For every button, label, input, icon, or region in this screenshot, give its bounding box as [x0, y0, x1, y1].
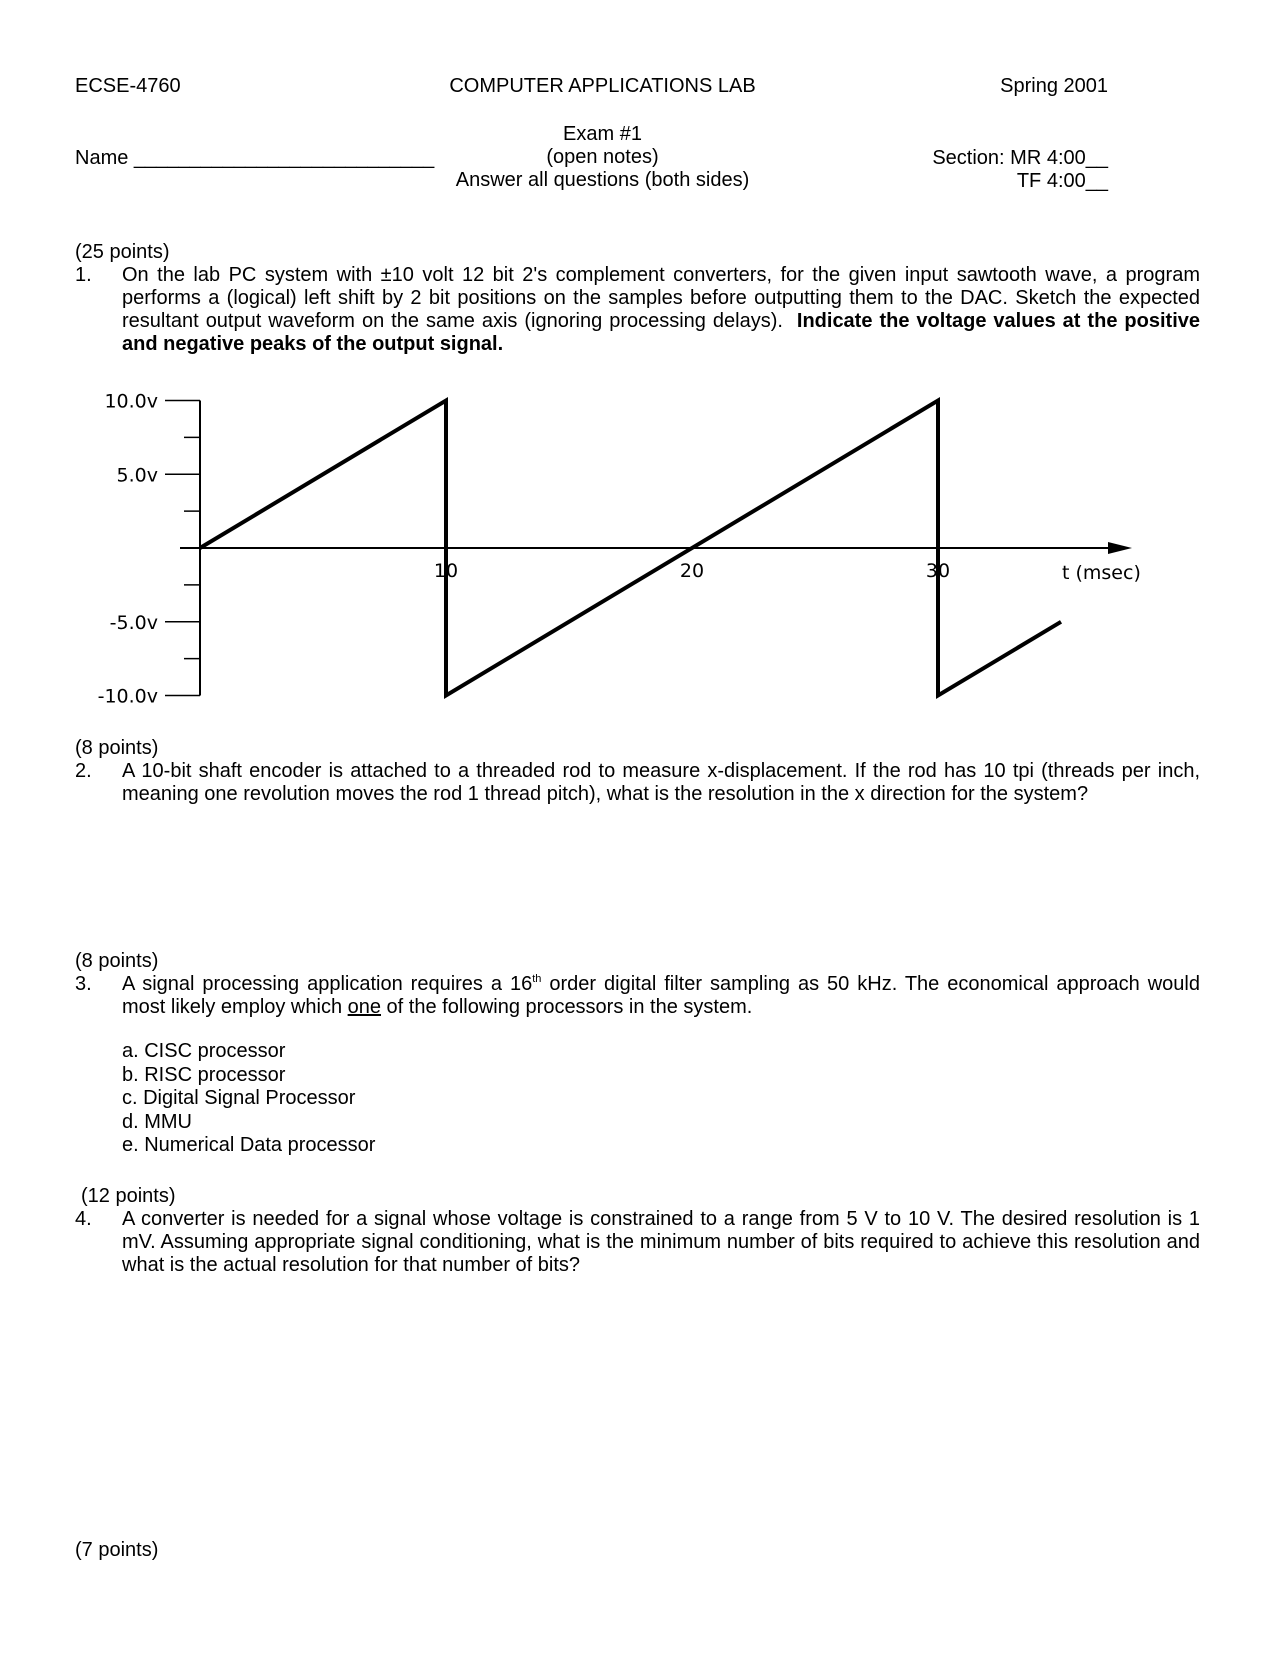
- section-line-1: Section: MR 4:00__: [932, 147, 1108, 169]
- question-1-body: On the lab PC system with ±10 volt 12 bit 2's complement converters, for the given input sawtooth wave, a program performs a (logical) left shift by 2 bit positions on the samples before outputting them to the DAC. Sketch the expected resultant output waveform on the same axis (ignoring processing delays).: [122, 264, 1200, 332]
- question-3-number: 3.: [75, 973, 92, 995]
- question-1-points: (25 points): [75, 241, 170, 263]
- exam-title: Exam #1: [563, 123, 642, 145]
- question-1-number: 1.: [75, 264, 92, 286]
- x-axis-arrow: [1108, 542, 1132, 554]
- question-3-text-a: A signal processing application requires a 16: [122, 973, 533, 995]
- y-tick-label: -10.0v: [97, 685, 158, 708]
- question-3-superscript: th: [532, 973, 542, 985]
- x-axis-label: t (msec): [1062, 562, 1141, 584]
- exam-instructions: Answer all questions (both sides): [455, 169, 750, 191]
- question-3-text: [122, 973, 1200, 1019]
- question-2-number: 2.: [75, 760, 92, 782]
- course-code: ECSE-4760: [75, 75, 181, 97]
- question-3-text-b: order digital filter sampling as 50 kHz. The economical approach would most likely employ which: [122, 973, 1200, 1018]
- x-tick-label: 20: [679, 560, 705, 582]
- question-2-points: (8 points): [75, 737, 159, 759]
- question-2-text: A 10-bit shaft encoder is attached to a threaded rod to measure x-displacement. If the rod has 10 tpi (threads per inch, meaning one revolution moves the rod 1 thread pitch), what is the resolution in the x direction for the system?: [122, 760, 1200, 805]
- x-tick-label: 30: [925, 560, 951, 582]
- y-tick-label: 5.0v: [116, 464, 158, 487]
- question-4: [75, 1185, 1200, 1277]
- name-field: Name ___________________________: [75, 147, 435, 169]
- option-e: e. Numerical Data processor: [122, 1134, 376, 1156]
- question-3: [75, 950, 1200, 1158]
- x-tick-label: 10: [433, 560, 459, 582]
- option-d: d. MMU: [122, 1110, 192, 1133]
- question-4-number: 4.: [75, 1208, 92, 1230]
- option-b: b. RISC processor: [122, 1063, 286, 1086]
- y-tick-label: -5.0v: [109, 611, 158, 634]
- option-a: a. CISC processor: [122, 1040, 286, 1062]
- course-title: COMPUTER APPLICATIONS LAB: [449, 75, 756, 97]
- question-4-points: (12 points): [81, 1185, 176, 1207]
- question-3-options: [122, 1040, 1200, 1158]
- question-5-points: (7 points): [75, 1539, 159, 1561]
- question-4-text: A converter is needed for a signal whose voltage is constrained to a range from 5 V to 10 V. The desired resolution is 1 mV. Assuming appropriate signal conditioning, what is the minimum number of bits required to achieve this resolution and what is the actual resolution for that number of bits?: [122, 1208, 1200, 1276]
- exam-note: (open notes): [546, 146, 659, 168]
- section-line-2: TF 4:00__: [1016, 170, 1108, 192]
- question-3-points: (8 points): [75, 950, 159, 972]
- option-c: c. Digital Signal Processor: [122, 1087, 356, 1109]
- question-3-underlined: one: [347, 996, 381, 1018]
- question-3-text-c: of the following processors in the system.: [381, 996, 753, 1018]
- question-2: [75, 737, 1200, 806]
- sawtooth-chart: [0, 0, 1280, 720]
- term: Spring 2001: [1000, 75, 1108, 97]
- question-5: [75, 1539, 1200, 1562]
- y-tick-label: 10.0v: [104, 390, 158, 413]
- question-1-bold-instruction: Indicate the voltage values at the positive and negative peaks of the output signal.: [122, 310, 1200, 355]
